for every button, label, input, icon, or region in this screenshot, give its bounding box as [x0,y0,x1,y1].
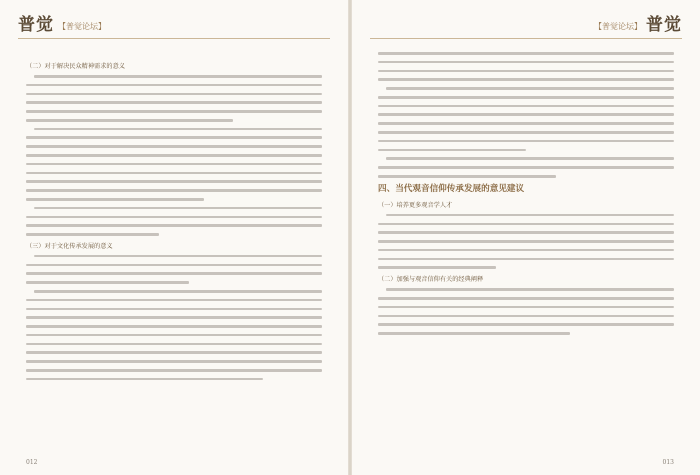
right-paragraph-4 [378,214,674,269]
left-page [0,0,348,475]
right-subheading-2: （二）加强与观音信仰有关的经典阐释 [378,276,484,284]
left-paragraph-1 [26,75,322,122]
left-header [18,10,110,36]
left-subheading-1: （二）对于解决民众精神需求的意义 [26,63,125,70]
right-logo: 普觉 [646,15,682,35]
right-section-title: 四、当代观音信仰传承发展的意见建议 [378,183,525,194]
right-paragraph-2 [378,87,674,151]
left-section-label: 【普觉论坛】 [58,22,106,31]
left-subheading-2: （三）对于文化传承发展的意义 [26,242,113,250]
right-header [590,10,682,36]
right-paragraph-3 [378,157,674,177]
left-paragraph-2 [26,128,322,201]
left-header-rule [18,38,330,39]
left-paragraph-3 [26,207,322,236]
right-header-rule [370,38,682,39]
right-paragraph-5 [378,288,674,335]
left-paragraph-5 [26,290,322,380]
left-content [26,56,322,387]
right-content [378,52,674,341]
right-paragraph-1 [378,52,674,81]
right-subheading-1: （一）培养更多观音学人才 [378,201,453,209]
left-page-number: 012 [26,459,38,466]
right-page [352,0,700,475]
right-page-number: 013 [662,459,674,466]
left-paragraph-4 [26,255,322,284]
right-section-label: 【普觉论坛】 [594,22,642,31]
left-logo: 普觉 [18,15,54,35]
